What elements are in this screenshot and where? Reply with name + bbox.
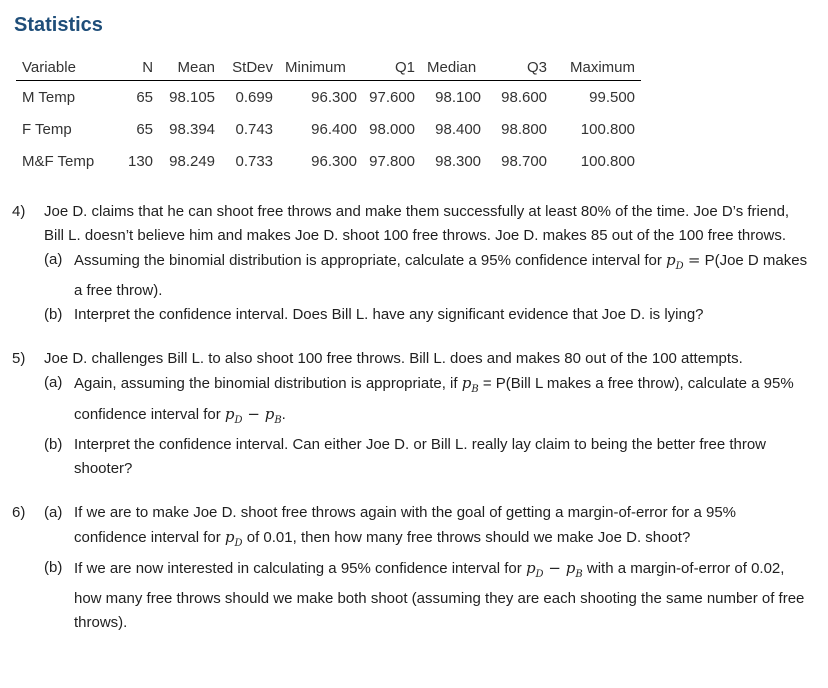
math-p-b: $p_B$ (461, 374, 479, 395)
part-text: Again, assuming the binomial distribution is appropriate, if (74, 375, 458, 392)
problem-5 (12, 347, 812, 481)
part-text: with a margin-of-error of 0.02, how many free throws should we make both shoot (assuming they are each shooting the same number of free throws). (74, 560, 805, 631)
table-cell: 96.300 (311, 152, 358, 170)
problem-5-part-b (44, 433, 812, 481)
table-cell: 97.600 (369, 88, 416, 106)
part-text: Interpret the confidence interval. Does Bill L. have any significant evidence that Joe D. is lying? (74, 306, 704, 323)
part-text: = (687, 251, 701, 269)
table-cell: 65 (136, 120, 154, 138)
header-stdev: StDev (221, 54, 279, 81)
problem-6-part-b (44, 556, 812, 635)
problem-text: Joe D. claims that he can shoot free throws and make them successfully at least 80% of the time. Joe D’s friend, Bill L. doesn’t believe him and makes Joe D. shoot 100 free throws. Joe D. makes 85 out of the 100 free throws. (44, 203, 790, 244)
header-median: Median (421, 54, 487, 81)
part-text: P(Joe D makes a free throw). (74, 252, 808, 299)
header-q3: Q3 (487, 54, 553, 81)
problem-4 (12, 200, 812, 327)
table-cell: 0.743 (235, 120, 274, 138)
table-cell: 65 (136, 88, 154, 106)
table-cell: 97.800 (369, 152, 416, 170)
header-minimum: Minimum (279, 54, 363, 81)
part-text: If we are now interested in calculating a 95% confidence interval for (74, 560, 522, 577)
statistics-title: Statistics (14, 14, 103, 36)
problem-5-part-a (44, 371, 812, 433)
table-cell: 0.733 (235, 152, 274, 170)
header-n: N (122, 54, 159, 81)
table-cell: 130 (128, 152, 154, 170)
part-label: (a) (44, 251, 63, 268)
table-row (16, 113, 641, 145)
math-p-d-minus-p-b: $p_D - p_B$ (525, 559, 583, 580)
header-maximum: Maximum (553, 54, 641, 81)
table-cell: 98.300 (435, 152, 482, 170)
table-cell: 98.105 (169, 88, 216, 106)
problem-number: 6) (12, 504, 26, 521)
table-cell: 98.600 (501, 88, 548, 106)
table-cell: 96.400 (311, 120, 358, 138)
table-cell: 98.800 (501, 120, 548, 138)
part-label: (b) (44, 436, 63, 453)
problem-number: 4) (12, 203, 26, 220)
table-row (16, 145, 641, 177)
table-cell: M&F Temp (22, 152, 95, 170)
part-label: (b) (44, 559, 63, 576)
part-label: (a) (44, 374, 63, 391)
part-text: If we are to make Joe D. shoot free throws again with the goal of getting a margin-of-error for a 95% confidence interval for (74, 504, 736, 546)
statistics-table (16, 54, 641, 177)
table-cell: 96.300 (311, 88, 358, 106)
math-p-d-minus-p-b: $p_D - p_B$ (224, 405, 282, 426)
header-mean: Mean (159, 54, 221, 81)
part-label: (a) (44, 504, 63, 521)
part-text: Interpret the confidence interval. Can either Joe D. or Bill L. really lay claim to being the better free throw shooter? (74, 436, 767, 477)
table-cell: F Temp (22, 120, 72, 138)
problem-4-part-b (44, 303, 812, 327)
header-variable: Variable (16, 54, 122, 81)
table-cell: M Temp (22, 88, 76, 106)
table-cell: 98.100 (435, 88, 482, 106)
table-cell: 99.500 (589, 88, 636, 106)
problem-number: 5) (12, 350, 26, 367)
part-text: = P(Bill L makes a free throw), calculate a 95% confidence interval for (74, 375, 794, 423)
problem-6 (12, 501, 812, 635)
math-p-d: $p_D$ (666, 251, 684, 272)
table-header-row (16, 54, 641, 81)
problem-list (12, 200, 812, 655)
table-cell: 98.700 (501, 152, 548, 170)
table-cell: 100.800 (580, 152, 636, 170)
table-row (16, 81, 641, 114)
problem-6-part-a (44, 501, 812, 556)
header-q1: Q1 (363, 54, 421, 81)
table-cell: 0.699 (235, 88, 274, 106)
table-cell: 98.000 (369, 120, 416, 138)
problem-4-part-a (44, 248, 812, 303)
part-text: Assuming the binomial distribution is appropriate, calculate a 95% confidence interval for (74, 252, 662, 269)
table-cell: 100.800 (580, 120, 636, 138)
table-cell: 98.400 (435, 120, 482, 138)
table-cell: 98.394 (169, 120, 216, 138)
part-text: . (281, 406, 286, 423)
part-text: of 0.01, then how many free throws should we make Joe D. shoot? (246, 529, 691, 546)
problem-text: Joe D. challenges Bill L. to also shoot 100 free throws. Bill L. does and makes 80 out of the 100 attempts. (44, 350, 743, 367)
part-label: (b) (44, 306, 63, 323)
math-p-d: $p_D$ (224, 528, 243, 549)
table-cell: 98.249 (169, 152, 216, 170)
